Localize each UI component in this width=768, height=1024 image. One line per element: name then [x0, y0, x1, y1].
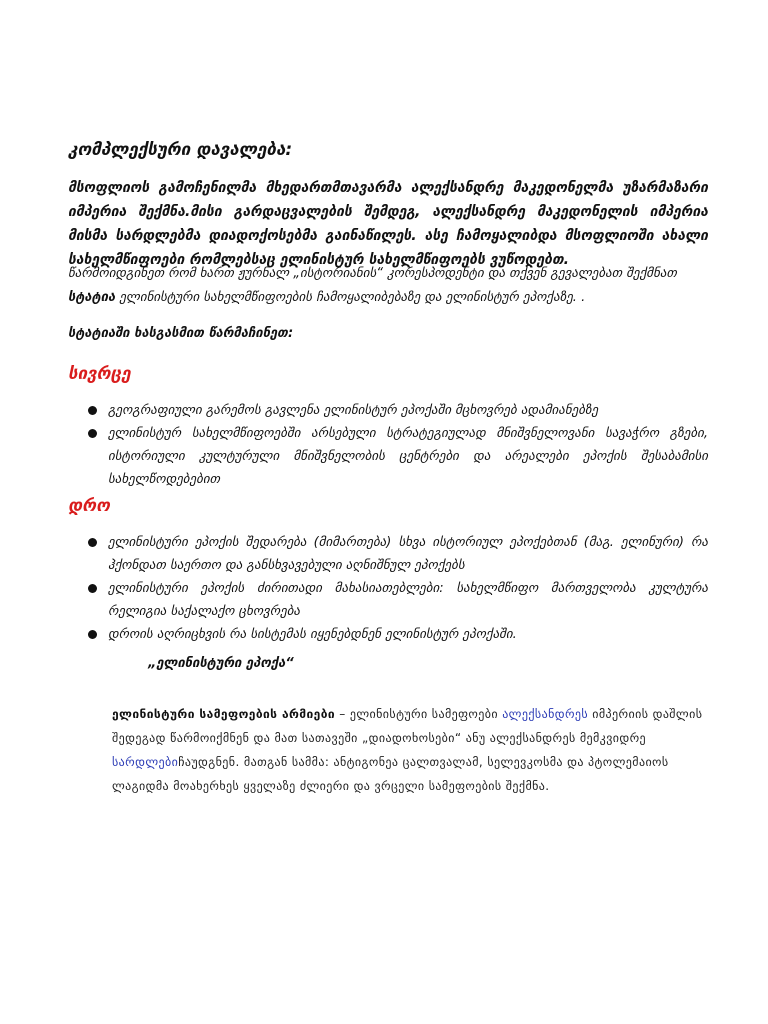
section-heading-time: დრო [68, 496, 111, 516]
generals-link[interactable]: სარდლები [112, 755, 179, 769]
instruction-heading: სტატიაში ხასგასმით წარმაჩინეთ: [68, 326, 294, 341]
bullet-icon [88, 584, 97, 593]
task-text-part2: ელინისტური სახელმწიფოების ჩამოყალიბებაზე და ელინისტურ ეპოქაზე. . [115, 290, 586, 305]
bullet-list-space [88, 399, 708, 491]
list-item [88, 422, 708, 491]
intro-paragraph: მსოფლიოს გამოჩენილმა მხედართმთავარმა ალექსანდრე მაკედონელმა უზარმაზარი იმპერია შექმნა.მისი გარდაცვალების შემდეგ, ალექსანდრე მაკედონელის იმპერია მისმა სარდლებმა დიადოქოსებმა გაინაწილეს. ასე ჩამოყალიბდა მსოფლიოში ახალი სახელმწიფოები რომლებსაც ელინისტურ სახელმწიფოებს ვუწოდებთ. [68, 180, 708, 268]
list-item [88, 531, 708, 577]
task-text-part1: წარმოიდგინეთ რომ ხართ ჟურნალ „ისტორიანის“ კორესპოდენტი და თქვენ გევალებათ შექმნათ [68, 266, 677, 281]
list-item-text: ელინისტური ეპოქის შედარება (მიმართება) სხვა ისტორიულ ეპოქებთან (მაგ. ელინური) რა ჰქონდათ საერთო და განსხვავებული აღნიშნულ ეპოქებს [108, 535, 708, 573]
bullet-list-time [88, 531, 708, 646]
armies-text-3: ჩაუდგნენ. მათგან სამმა: ანტიგონეა ცალთვალამ, სელევკოსმა და პტოლემაიოს ლაგიდმა მოახერხეს ყველაზე ძლიერი და ვრცელი სამეფოების შექმნა. [112, 755, 669, 793]
alexander-link[interactable]: ალექსანდრეს [502, 707, 589, 721]
list-item-text: ელინისტური ეპოქის ძირითადი მახასიათებლები: სახელმწიფო მართველობა კულტურა რელიგია საქალაქო ცხოვრება [108, 581, 708, 619]
armies-lead: ელინისტური სამეფოების არმიები [112, 707, 336, 721]
quote-title: „ელინისტური ეპოქა“ [148, 656, 294, 671]
list-item [88, 623, 708, 646]
list-item-text: გეოგრაფიული გარემოს გავლენა ელინისტურ ეპოქაში მცხოვრებ ადამიანებზე [108, 403, 599, 418]
task-bold-word: სტატია [68, 290, 116, 305]
page-title: კომპლექსური დავალება: [68, 140, 293, 160]
bullet-icon [88, 538, 97, 547]
list-item [88, 577, 708, 623]
bullet-icon [88, 630, 97, 639]
armies-paragraph [112, 702, 712, 798]
bullet-icon [88, 406, 97, 415]
armies-text-1: – ელინისტური სამეფოები [335, 707, 503, 721]
list-item [88, 399, 708, 422]
armies-text-2: იმპერიის დაშლის შედეგად წარმოიქმნენ და მათ სათავეში „დიადოხოსები“ ანუ ალექსანდრეს მემკვიდრე [112, 707, 703, 745]
list-item-text: დროის აღრიცხვის რა სისტემას იყენებდნენ ელინისტურ ეპოქაში. [108, 627, 517, 642]
section-heading-space: სივრცე [68, 364, 131, 384]
list-item-text: ელინისტურ სახელმწიფოებში არსებული სტრატეგიულად მნიშვნელოვანი სავაჭრო გზები, ისტორიული კულტურული მნიშვნელობის ცენტრები და არეალები ეპოქის შესაბამისი სახელწოდებებით [108, 426, 708, 487]
bullet-icon [88, 429, 97, 438]
task-paragraph [68, 262, 708, 310]
